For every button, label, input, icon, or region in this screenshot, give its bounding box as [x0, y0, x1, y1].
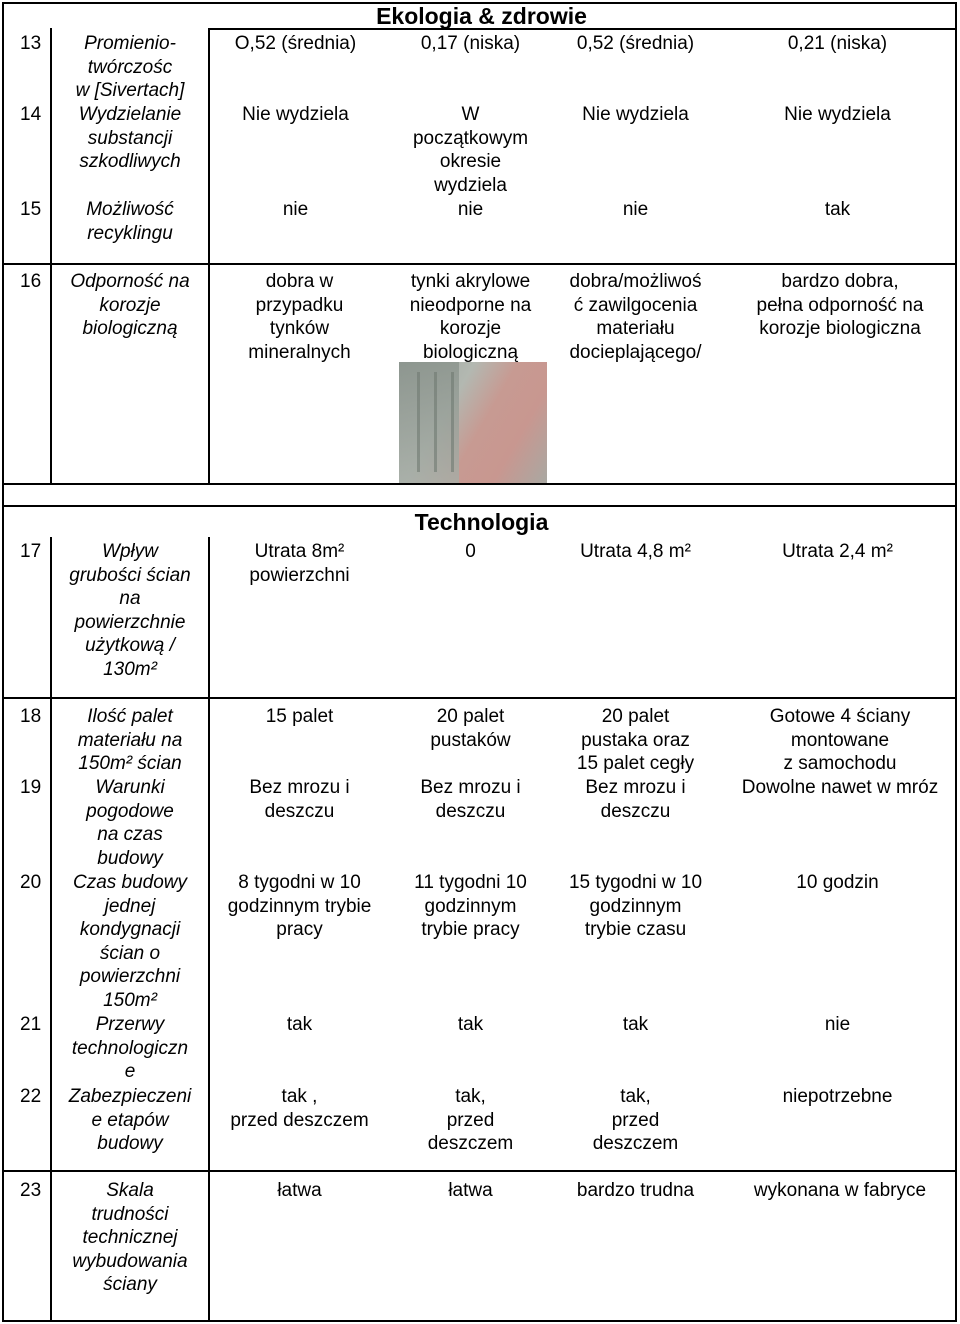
table-cell: dobra w przypadku tynków mineralnych — [248, 271, 351, 363]
table-cell: nie — [457, 199, 484, 220]
table-cell: nie — [824, 1014, 851, 1035]
table-cell: O,52 (średnia) — [234, 33, 357, 54]
table-cell: W początkowym okresie wydziela — [412, 104, 529, 196]
row-label: Ilość palet materiału na 150m² ścian — [77, 706, 183, 774]
table-cell: Nie wydziela — [582, 104, 689, 125]
row-number: 21 — [20, 1014, 42, 1035]
table-cell: łatwa — [277, 1180, 322, 1201]
table-cell: wykonana w fabryce — [753, 1180, 927, 1201]
table-cell: tak , przed deszczem — [230, 1086, 369, 1131]
table-cell: Utrata 8m² powierzchni — [249, 541, 350, 586]
row-number: 16 — [20, 271, 42, 292]
row-number: 20 — [20, 872, 42, 893]
table-cell: 8 tygodni w 10 godzinnym trybie pracy — [227, 872, 372, 940]
table-cell: Nie wydziela — [242, 104, 349, 125]
table-cell: 20 palet pustaków — [430, 706, 511, 751]
table-cell: Utrata 2,4 m² — [782, 541, 893, 562]
table-cell: łatwa — [448, 1180, 493, 1201]
table-cell: tak, przed deszczem — [592, 1086, 679, 1154]
table-cell: Utrata 4,8 m² — [580, 541, 691, 562]
section-title-technology: Technologia — [414, 509, 549, 535]
table-cell: tynki akrylowe nieodporne na korozje biologiczną — [409, 271, 532, 363]
table-cell: nie — [622, 199, 649, 220]
table-cell: 20 palet pustaka oraz 15 palet cegły — [576, 706, 695, 774]
row-number: 18 — [20, 706, 42, 727]
row-label: Przerwy technologiczn e — [71, 1014, 189, 1082]
table-cell: dobra/możliwoś ć zawilgocenia materiału docieplającego/ — [569, 271, 702, 363]
section-title-ecology: Ekologia & zdrowie — [376, 3, 587, 29]
table-cell: Bez mrozu i deszczu — [249, 777, 350, 822]
table-cell: Nie wydziela — [784, 104, 891, 125]
row-label: Czas budowy jednej kondygnacji ścian o powierzchni 150m² — [72, 872, 188, 1011]
table-cell: Bez mrozu i deszczu — [585, 777, 686, 822]
table-cell: 11 tygodni 10 godzinnym trybie pracy — [414, 872, 527, 940]
row-label: Zabezpieczeni e etapów budowy — [68, 1086, 192, 1154]
table-cell: 15 palet — [265, 706, 334, 727]
table-cell: Gotowe 4 ściany montowane z samochodu — [769, 706, 911, 774]
table-cell: Dowolne nawet w mróz — [741, 777, 939, 798]
table-cell: 0,52 (średnia) — [576, 33, 695, 54]
table-cell: tak — [622, 1014, 649, 1035]
row-number: 14 — [20, 104, 42, 125]
table-cell: 0 — [465, 541, 476, 562]
table-cell: bardzo trudna — [576, 1180, 695, 1201]
row-number: 15 — [20, 199, 42, 220]
row-number: 22 — [20, 1086, 42, 1107]
table-cell: tak — [457, 1014, 484, 1035]
row-label: Skala trudności technicznej wybudowania ściany — [72, 1180, 188, 1295]
row-label: Warunki pogodowe na czas budowy — [86, 777, 174, 869]
table-cell: 15 tygodni w 10 godzinnym trybie czasu — [568, 872, 703, 940]
row-label: Wydzielanie substancji szkodliwych — [78, 104, 182, 172]
table-cell: Bez mrozu i deszczu — [420, 777, 521, 822]
table-cell: tak — [824, 199, 851, 220]
table-cell: 0,21 (niska) — [787, 33, 888, 54]
row-label: Wpływ grubości ścian na powierzchnie użytkową / 130m² — [69, 541, 191, 680]
row-label: Odporność na korozje biologiczną — [70, 271, 190, 339]
table-cell: tak — [286, 1014, 313, 1035]
table-cell: tak, przed deszczem — [427, 1086, 514, 1154]
row-label: Możliwość recyklingu — [86, 199, 174, 244]
table-cell: 0,17 (niska) — [420, 33, 521, 54]
row-number: 19 — [20, 777, 42, 798]
wall-photo — [399, 362, 547, 483]
table-cell: nie — [282, 199, 309, 220]
row-label: Promienio- twórczośc w [Sivertach] — [75, 33, 185, 101]
row-number: 17 — [20, 541, 42, 562]
table-cell: bardzo dobra, pełna odporność na korozje biologiczna — [756, 271, 924, 339]
row-number: 23 — [20, 1180, 42, 1201]
row-number: 13 — [20, 33, 42, 54]
table-cell: niepotrzebne — [782, 1086, 893, 1107]
table-cell: 10 godzin — [796, 872, 879, 893]
